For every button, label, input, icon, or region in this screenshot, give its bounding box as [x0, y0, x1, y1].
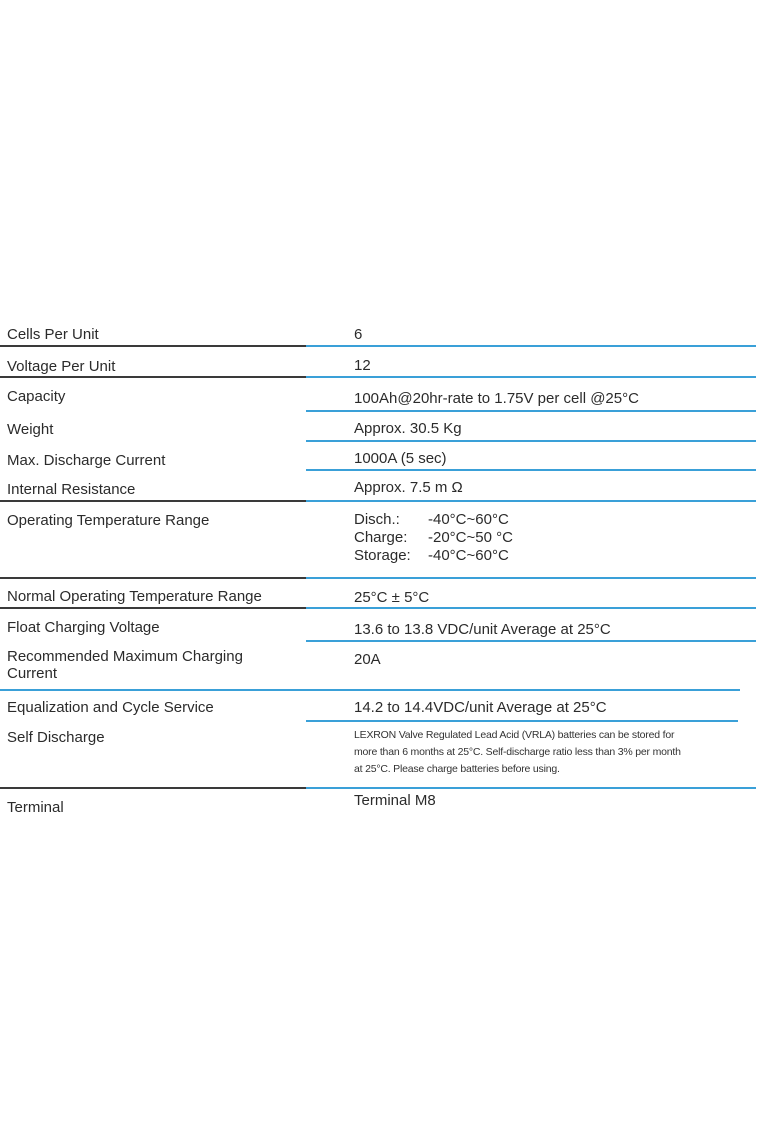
row-divider: [0, 607, 306, 609]
spec-label-capacity: Capacity: [7, 388, 66, 405]
spec-value-normal-operating-temperature-range: 25°C ± 5°C: [354, 589, 430, 606]
spec-value-float-charging-voltage: 13.6 to 13.8 VDC/unit Average at 25°C: [354, 621, 611, 638]
row-divider: [306, 500, 756, 502]
spec-value-cells-per-unit: 6: [354, 326, 363, 343]
spec-value-equalization-cycle-service: 14.2 to 14.4VDC/unit Average at 25°C: [354, 699, 607, 716]
spec-label-recommended-max-charging-current: [7, 648, 243, 682]
row-divider: [306, 469, 756, 471]
temp-storage-key: Storage:: [354, 547, 411, 564]
row-divider: [0, 376, 306, 378]
row-divider: [306, 410, 756, 412]
spec-label-weight: Weight: [7, 421, 54, 438]
row-divider: [0, 577, 306, 579]
row-divider: [0, 500, 306, 502]
spec-value-weight: Approx. 30.5 Kg: [354, 420, 462, 437]
spec-value-recommended-max-charging-current: 20A: [354, 651, 381, 668]
row-divider: [0, 345, 306, 347]
self-discharge-line: at 25°C. Please charge batteries before using.: [354, 763, 560, 775]
spec-label-normal-operating-temperature-range: Normal Operating Temperature Range: [7, 588, 262, 605]
row-divider: [306, 607, 756, 609]
row-divider: [306, 720, 738, 722]
spec-label-float-charging-voltage: Float Charging Voltage: [7, 619, 160, 636]
row-divider: [306, 376, 756, 378]
spec-label-equalization-cycle-service: Equalization and Cycle Service: [7, 699, 214, 716]
spec-value-terminal: Terminal M8: [354, 792, 436, 809]
spec-label-line: Current: [7, 665, 58, 682]
spec-label-cells-per-unit: Cells Per Unit: [7, 326, 99, 343]
spec-value-voltage-per-unit: 12: [354, 357, 371, 374]
spec-label-operating-temperature-range: Operating Temperature Range: [7, 512, 210, 529]
row-divider: [306, 345, 756, 347]
temp-discharge-value: -40°C~60°C: [428, 511, 509, 528]
spec-value-self-discharge: [354, 727, 756, 778]
spec-label-self-discharge: Self Discharge: [7, 729, 105, 746]
temp-discharge-key: Disch.:: [354, 511, 400, 528]
row-divider: [0, 689, 740, 691]
temp-storage-value: -40°C~60°C: [428, 547, 509, 564]
row-divider: [306, 440, 756, 442]
spec-label-voltage-per-unit: Voltage Per Unit: [7, 358, 116, 375]
spec-value-max-discharge-current: 1000A (5 sec): [354, 450, 447, 467]
row-divider: [306, 787, 756, 789]
row-divider: [306, 577, 756, 579]
spec-label-terminal: Terminal: [7, 799, 64, 816]
spec-label-max-discharge-current: Max. Discharge Current: [7, 452, 166, 469]
spec-value-internal-resistance: Approx. 7.5 m Ω: [354, 479, 463, 496]
spec-label-internal-resistance: Internal Resistance: [7, 481, 136, 498]
temp-charge-value: -20°C~50 °C: [428, 529, 513, 546]
spec-value-capacity: 100Ah@20hr-rate to 1.75V per cell @25°C: [354, 390, 639, 407]
row-divider: [0, 787, 306, 789]
row-divider: [306, 640, 756, 642]
self-discharge-line: LEXRON Valve Regulated Lead Acid (VRLA) batteries can be stored for: [354, 729, 675, 741]
temp-charge-key: Charge:: [354, 529, 408, 546]
spec-label-line: Recommended Maximum Charging: [7, 648, 243, 665]
self-discharge-line: more than 6 months at 25°C. Self-discharge ratio less than 3% per month: [354, 746, 681, 758]
